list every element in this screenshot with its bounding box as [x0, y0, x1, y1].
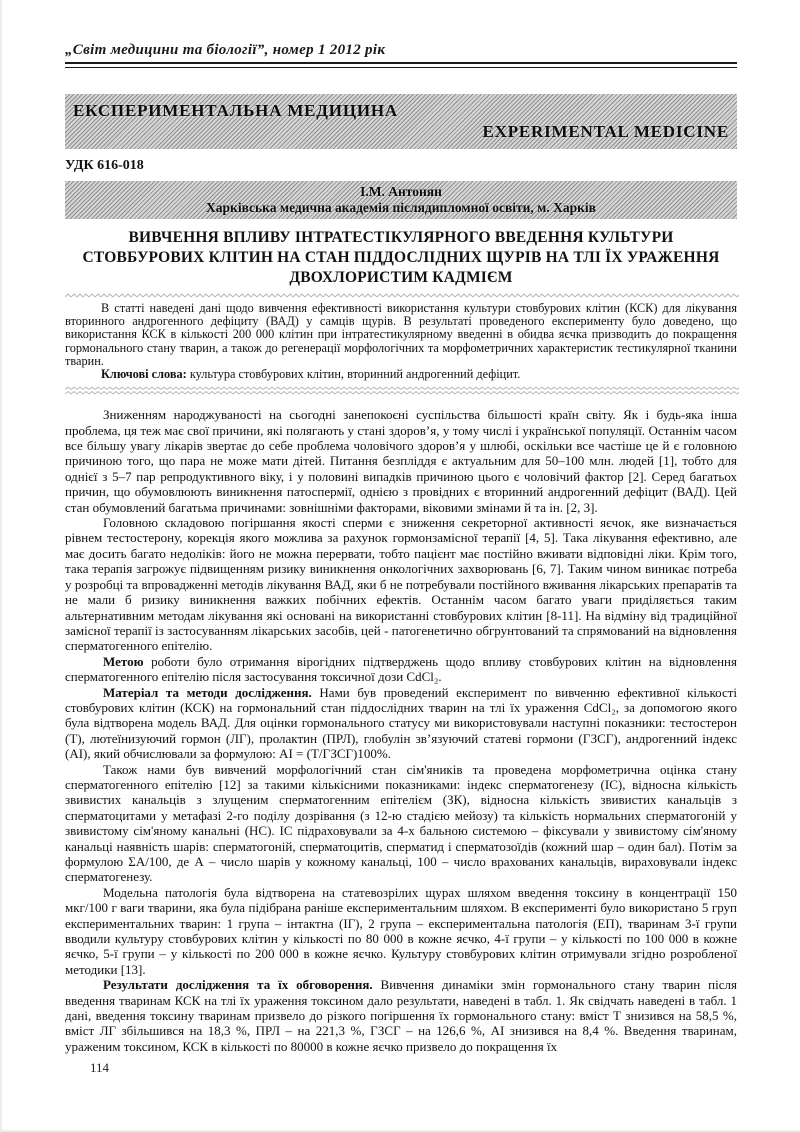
zigzag-divider-bottom [65, 386, 739, 395]
article-title: ВИВЧЕННЯ ВПЛИВУ ІНТРАТЕСТІКУЛЯРНОГО ВВЕДЕННЯ КУЛЬТУРИ СТОВБУРОВИХ КЛІТИН НА СТАН ПІДДОСЛІДНИХ ЩУРІВ НА ТЛІ ЇХ УРАЖЕННЯ ДВОХЛОРИСТИМ КАДМІЄМ [82, 229, 720, 286]
section-banner [65, 94, 737, 149]
paragraph [65, 407, 737, 515]
paragraph-text: Вивчення динаміки змін гормонального стану тварин після введення тваринам КСК на тлі їх ураження токсином дало результати, наведені в табл. 1. Як свідчать наведені в табл. 1 дані, введення токсину тваринам призвело до різкого погіршення їх гормонального стану: вміст Т знизився на 58,5 %, вміст ЛГ збільшився на 18,3 %, ПРЛ – на 221,3 %, ГЗСГ – на 126,6 %, АІ знизився на 8,4 %. Введення тваринам, ураженим токсином, КСК в кількості по 80000 в кожне яєчко призвело до покращення їх [65, 977, 737, 1054]
page-number: 114 [90, 1060, 110, 1075]
paragraph-lead: Результати дослідження та їх обговорення. [103, 977, 373, 993]
paragraph-text: роботи було отримання вірогідних підтверджень щодо впливу стовбурових клітин на відновлення сперматогенного епітелію після застосування токсичної дози CdCl₂. [65, 653, 737, 685]
paragraph [65, 654, 737, 685]
paragraph [65, 515, 737, 654]
author-banner [65, 181, 737, 219]
abstract-text: В статті наведені дані щодо вивчення ефективності використання культури стовбурових клітин (КСК) для лікування вторинного андрогенного дефіциту (ВАД) у самців щурів. В результаті проведеного експерименту було доведено, що використання КСК в кількості 200 000 клітин при інтратестикулярному введенні в обидва яєчка призводить до покращення гормонального стану тварин, а також до регенерації морфологічних та морфометричних характеристик тестикулярної тканини тварин. [65, 301, 737, 368]
header-rule [65, 62, 737, 68]
paragraph-text: Головною складовою погіршання якості сперми є зниження секреторної активності яєчок, яке визначається рівнем тестостерону, корекція якого можлива за рахунок гормонзамісної терапії [4, 5]. Така лікування ефективно, але має досить багато недоліків: його не можна перервати, тобто пацієнт має постійно вживати відповідні ліки. Крім того, така терапія загрожує підвищенням ризику виникнення онкологічних захворювань [6, 7]. Таким чином виникає потреба у розробці та впровадженні методів лікування ВАД, яки б не потребували постійного вживання лікарських препаратів та не мали б ризику виникнення важких побічних ефектів. Останнім часом багато уваги приділяється таким альтернативним методам лікування які основані на використанні стовбурових клітин [8-11]. На відміну від традиційної замісної терапії із застосуванням лікарських засобів, цей - патогенетично обгрунтований та спрямований на відновлення сперматогенного епітелію. [65, 515, 737, 654]
keywords-label: Ключові слова: [101, 367, 187, 382]
abstract-block [65, 302, 737, 381]
author-name: І.М. Антонян [360, 184, 442, 199]
paragraph [65, 885, 737, 977]
paragraph-text: Також нами був вивчений морфологічний стан сім'яників та проведена морфометрична оцінка стану сперматогенного епітелію [12] за такими кількісними показниками: індекс сперматогенезу (ІС), відносна кількість звивистих канальців з злущеним сперматогенним епітелієм (ЗК), відносна кількість звивистих канальців з сперматоцитами у метафазі 2-го поділу дозрівання (з 12-ю стадією мейозу) та кількість нормальних сперматогоній у звивистому сім'яному канальні (НС). ІС підраховували за 4-х бальною системою – фіксували у звивистому сім'яному канальці наявність шарів: сперматогоній, сперматоцитів, сперматид і сперматозоїдів (кожний шар – один бал). Потім за формулою ΣА/100, де А – число шарів у кожному канальці, 100 – число врахованих канальців, вираховували індекс сперматогенезу. [65, 761, 737, 885]
keywords-text: культура стовбурових клітин, вторинний андрогенний дефіцит. [186, 367, 521, 382]
keywords-line [65, 368, 737, 381]
paragraph [65, 977, 737, 1054]
paragraph-text: Зниженням народжуваності на сьогодні занепокоєні суспільства більшості країн світу. Як і будь-яка інша проблема, ця теж має свої причини, які полягають у стані здоров’я, у тому числі і української популяції. Останнім часом все більшу увагу лікарів звертає до себе проблема чоловічого здоров’я у шлюбі, оскільки все частіше це й є головною причиною того, що пара не може мати дітей. Питання безпліддя є актуальним для 50–100 млн. людей [1], тобто для однієї з 5–7 пар репродуктивного віку, і у половині випадків причиною цього є чоловічий фактор [2]. Серед багатьох причин, що обумовлюють виникнення патоспермії, однією з провідних є вторинний андрогенний дефіцит (ВАД). Цей стан обумовлений багатьма причинами: зовнішніми факторами, віковими змінами й та ін. [2, 3]. [65, 407, 737, 515]
paragraph [65, 762, 737, 885]
zigzag-divider-top [65, 293, 739, 298]
section-title-uk: ЕКСПЕРИМЕНТАЛЬНА МЕДИЦИНА [73, 101, 398, 120]
paragraph-text: Нами був проведений експеримент по вивченню ефективної кількості стовбурових клітин (КСК) на гормональний стан піддослідних тварин на тлі їх ураження CdCl₂, за допомогою якого була відтворена модель ВАД. Для оцінки гормонального статусу ми використовували наступні показники: тестостерон (Т), лютеїнизуючий гормон (ЛГ), пролактин (ПРЛ), глобулін зв’язуючий статеві гормони (ГЗСГ), андрогенний індекс (АІ), який обчислювали за формулою: АІ = (Т/ГЗСГ)100%. [65, 684, 738, 762]
paragraph [65, 685, 737, 762]
paragraph-lead: Метою [103, 653, 144, 669]
section-title-en: EXPERIMENTAL MEDICINE [482, 122, 729, 141]
article-body [65, 407, 737, 1054]
journal-header: „Світ медицини та біології”, номер 1 2012 рік [65, 42, 386, 58]
author-affiliation: Харківська медична академія післядипломної освіти, м. Харків [206, 199, 596, 215]
udk-label: УДК 616-018 [65, 158, 144, 173]
paragraph-text: Модельна патологія була відтворена на статевозрілих щурах шляхом введення токсину в концентрації 150 мкг/100 г ваги тварини, яка була підібрана раніше експериментальним шляхом. В експерименті було використано 5 груп експериментальних тварин: 1 група – інтактна (ІГ), 2 група – експериментальна патологія (ЕП), тваринам 3-ї групи вводили культуру стовбурових клітин у кількості по 80 000 в кожне яєчко, 4-ї групи – у кількості по 100 000 в кожне яєчко, 5-ї групи – у кількості по 200 000 в кожне яєчко. Культуру стовбурових клітин отримували згідно розробленої методики [13]. [65, 884, 737, 977]
paragraph-lead: Матеріал та методи дослідження. [103, 684, 312, 700]
